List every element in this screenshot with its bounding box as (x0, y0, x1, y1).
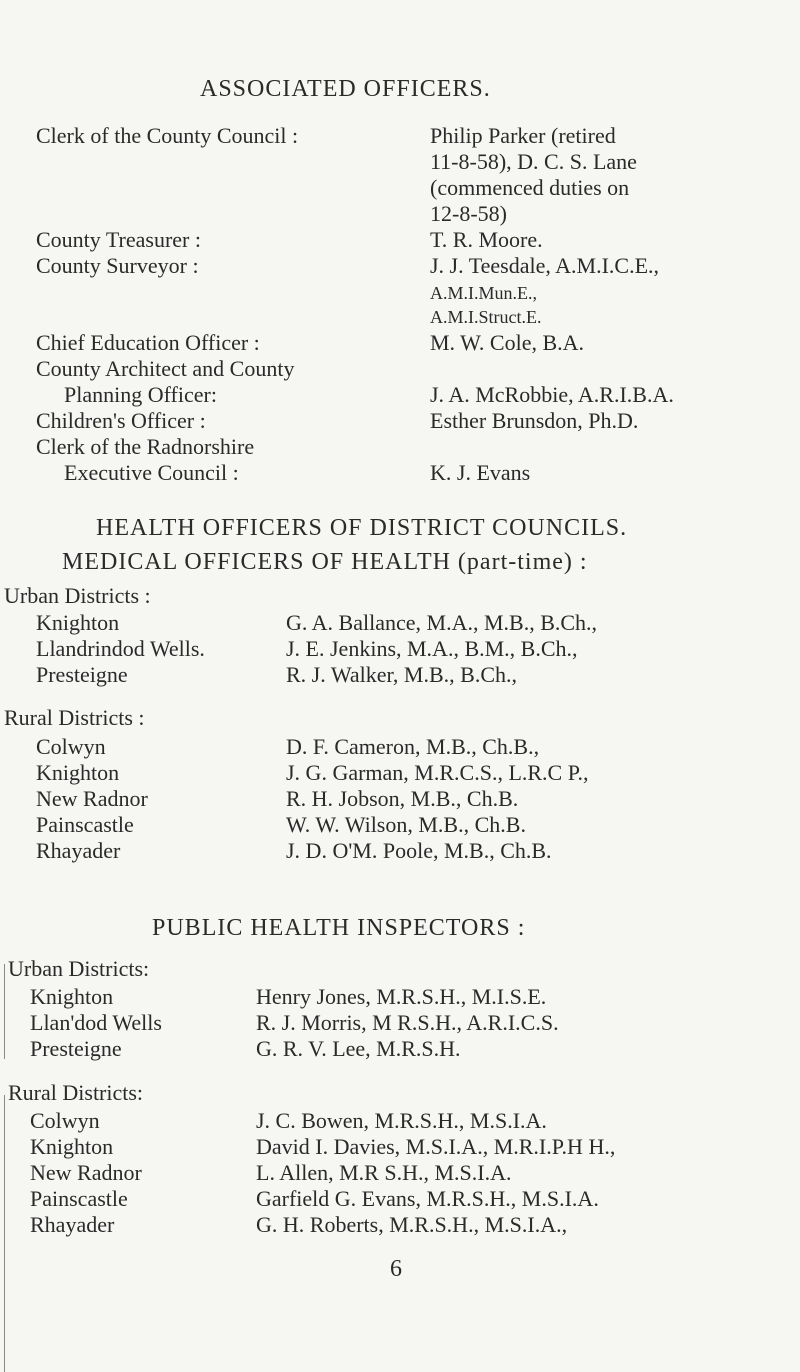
district-name: Rhayader (36, 838, 121, 863)
page-number: 6 (390, 1256, 402, 1282)
district-name: Colwyn (36, 734, 106, 759)
rural-districts-label: Rural Districts: (8, 1080, 144, 1105)
architect-label: County Architect and County (36, 356, 295, 381)
officer-name: J. E. Jenkins, M.A., B.M., B.Ch., (286, 636, 578, 661)
district-name: Presteigne (36, 662, 128, 687)
inspectors-heading: PUBLIC HEALTH INSPECTORS : (152, 915, 526, 941)
officer-name: G. A. Ballance, M.A., M.B., B.Ch., (286, 610, 598, 635)
inspector-name: G. H. Roberts, M.R.S.H., M.S.I.A., (256, 1212, 568, 1237)
margin-rule (4, 964, 5, 1059)
district-name: Knighton (36, 610, 120, 635)
officer-name: J. D. O'M. Poole, M.B., Ch.B. (286, 838, 552, 863)
education-value: M. W. Cole, B.A. (430, 330, 585, 355)
inspector-name: Henry Jones, M.R.S.H., M.I.S.E. (256, 984, 547, 1009)
education-label: Chief Education Officer : (36, 330, 260, 355)
clerk-label: Clerk of the County Council : (36, 123, 299, 148)
officer-name: D. F. Cameron, M.B., Ch.B., (286, 734, 540, 759)
urban-districts-label: Urban Districts : (4, 583, 151, 608)
district-name: Llandrindod Wells. (36, 636, 205, 661)
surveyor-value: A.M.I.Mun.E., (430, 283, 537, 303)
district-name: Llan'dod Wells (30, 1010, 162, 1035)
district-name: Knighton (30, 984, 114, 1009)
officer-name: R. J. Walker, M.B., B.Ch., (286, 662, 518, 687)
surveyor-value: J. J. Teesdale, A.M.I.C.E., (430, 253, 660, 278)
associated-officers-heading: ASSOCIATED OFFICERS. (200, 76, 491, 102)
surveyor-label: County Surveyor : (36, 253, 199, 278)
childrens-officer-label: Children's Officer : (36, 408, 206, 433)
inspector-name: Garfield G. Evans, M.R.S.H., M.S.I.A. (256, 1186, 599, 1211)
inspector-name: G. R. V. Lee, M.R.S.H. (256, 1036, 461, 1061)
treasurer-label: County Treasurer : (36, 227, 201, 252)
radnorshire-clerk-value: K. J. Evans (430, 460, 531, 485)
officer-name: R. H. Jobson, M.B., Ch.B. (286, 786, 519, 811)
district-name: New Radnor (30, 1160, 142, 1185)
surveyor-value: A.M.I.Struct.E. (430, 307, 542, 327)
inspector-name: David I. Davies, M.S.I.A., M.R.I.P.H H., (256, 1134, 616, 1159)
inspector-name: L. Allen, M.R S.H., M.S.I.A. (256, 1160, 512, 1185)
district-name: New Radnor (36, 786, 148, 811)
officer-name: J. G. Garman, M.R.C.S., L.R.C P., (286, 760, 589, 785)
margin-rule (4, 1095, 5, 1372)
urban-districts-label: Urban Districts: (8, 956, 150, 981)
district-name: Colwyn (30, 1108, 100, 1133)
clerk-value: (commenced duties on (430, 175, 630, 200)
radnorshire-clerk-label: Executive Council : (64, 460, 239, 485)
architect-value: J. A. McRobbie, A.R.I.B.A. (430, 382, 674, 407)
district-name: Knighton (36, 760, 120, 785)
treasurer-value: T. R. Moore. (430, 227, 543, 252)
district-name: Knighton (30, 1134, 114, 1159)
health-officers-heading: HEALTH OFFICERS OF DISTRICT COUNCILS. (96, 515, 628, 541)
officer-name: W. W. Wilson, M.B., Ch.B. (286, 812, 526, 837)
district-name: Presteigne (30, 1036, 122, 1061)
radnorshire-clerk-label: Clerk of the Radnorshire (36, 434, 255, 459)
clerk-value: 12-8-58) (430, 201, 507, 226)
architect-label: Planning Officer: (64, 382, 217, 407)
district-name: Painscastle (36, 812, 134, 837)
inspector-name: J. C. Bowen, M.R.S.H., M.S.I.A. (256, 1108, 547, 1133)
district-name: Painscastle (30, 1186, 128, 1211)
medical-officers-subheading: MEDICAL OFFICERS OF HEALTH (part-time) : (62, 549, 588, 575)
clerk-value: 11-8-58), D. C. S. Lane (430, 149, 637, 174)
district-name: Rhayader (30, 1212, 115, 1237)
rural-districts-label: Rural Districts : (4, 705, 145, 730)
childrens-officer-value: Esther Brunsdon, Ph.D. (430, 408, 639, 433)
clerk-value: Philip Parker (retired (430, 123, 616, 148)
inspector-name: R. J. Morris, M R.S.H., A.R.I.C.S. (256, 1010, 559, 1035)
